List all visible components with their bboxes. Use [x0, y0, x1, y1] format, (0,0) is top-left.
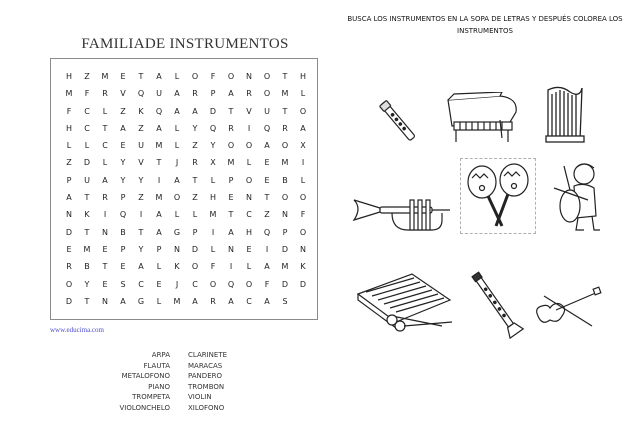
- grid-letter: V: [246, 106, 252, 116]
- grid-letter: U: [138, 141, 144, 151]
- grid-letter: E: [102, 279, 108, 289]
- grid-letter: I: [301, 158, 305, 168]
- grid-letter: L: [210, 175, 216, 185]
- grid-letter: I: [229, 262, 233, 272]
- grid-letter: N: [300, 244, 306, 254]
- grid-letter: Y: [84, 279, 90, 289]
- grid-letter: R: [102, 193, 108, 203]
- grid-letter: A: [156, 123, 162, 133]
- grid-letter: Y: [138, 175, 144, 185]
- word-item: TROMBON: [188, 382, 225, 391]
- grid-letter: A: [264, 262, 270, 272]
- grid-letter: M: [155, 193, 163, 203]
- grid-letter: L: [246, 158, 252, 168]
- grid-letter: T: [84, 193, 90, 203]
- word-search-box: [50, 58, 318, 320]
- grid-letter: L: [174, 72, 180, 81]
- grid-letter: R: [66, 262, 72, 272]
- grid-letter: Q: [155, 106, 163, 116]
- grid-letter: V: [138, 158, 144, 168]
- word-item: VIOLIN: [188, 393, 212, 402]
- grid-letter: T: [228, 106, 234, 116]
- grid-letter: D: [83, 158, 91, 168]
- grid-letter: D: [191, 244, 199, 254]
- grid-letter: B: [282, 175, 288, 185]
- grid-letter: A: [228, 296, 234, 306]
- grid-letter: O: [173, 193, 181, 203]
- word-item: PANDERO: [188, 372, 222, 381]
- grid-letter: T: [228, 210, 234, 220]
- grid-letter: O: [299, 193, 307, 203]
- grid-letter: T: [138, 72, 144, 81]
- grid-letter: C: [246, 210, 252, 220]
- grid-letter: O: [299, 106, 307, 116]
- grid-letter: U: [264, 106, 270, 116]
- violin-icon: [532, 286, 604, 328]
- grid-letter: D: [65, 296, 73, 306]
- grid-letter: E: [120, 72, 126, 81]
- grid-letter: F: [66, 106, 72, 116]
- grid-letter: H: [65, 72, 72, 81]
- grid-letter: A: [102, 175, 108, 185]
- grid-letter: E: [264, 175, 270, 185]
- grid-letter: T: [84, 227, 90, 237]
- grid-letter: N: [66, 210, 72, 220]
- grid-letter: K: [174, 262, 180, 272]
- grid-letter: L: [66, 141, 72, 151]
- trumpet-icon: [352, 190, 452, 244]
- word-item: VIOLONCHELO: [119, 403, 170, 412]
- grid-letter: E: [120, 141, 126, 151]
- grid-letter: A: [174, 106, 180, 116]
- grid-letter: N: [102, 227, 108, 237]
- grid-letter: J: [175, 279, 179, 289]
- grid-letter: I: [247, 123, 251, 133]
- grid-letter: G: [173, 227, 181, 237]
- grid-letter: H: [299, 72, 306, 81]
- grid-letter: L: [300, 89, 306, 99]
- grid-letter: O: [209, 279, 217, 289]
- grid-letter: A: [120, 123, 126, 133]
- grid-letter: L: [174, 141, 180, 151]
- grid-letter: S: [120, 279, 126, 289]
- grid-letter: Q: [227, 279, 235, 289]
- grid-letter: F: [84, 89, 90, 99]
- grid-letter: M: [281, 262, 289, 272]
- word-item: TROMPETA: [132, 393, 170, 402]
- recorder-icon: [376, 96, 420, 148]
- grid-letter: L: [102, 158, 108, 168]
- grid-letter: A: [174, 175, 180, 185]
- grid-letter: F: [264, 279, 270, 289]
- grid-letter: E: [156, 279, 162, 289]
- grid-letter: O: [263, 89, 271, 99]
- grid-letter: O: [245, 141, 253, 151]
- grid-letter: Z: [138, 193, 144, 203]
- grid-letter: D: [281, 279, 289, 289]
- grid-letter: K: [84, 210, 90, 220]
- grid-letter: M: [227, 158, 235, 168]
- grid-letter: H: [65, 123, 72, 133]
- grid-letter: A: [264, 141, 270, 151]
- grid-letter: Z: [84, 72, 90, 81]
- maracas-icon: [462, 162, 534, 230]
- grid-letter: Q: [137, 89, 145, 99]
- grid-letter: N: [228, 244, 234, 254]
- grid-letter: T: [282, 72, 288, 81]
- grid-letter: T: [192, 175, 198, 185]
- grid-letter: L: [174, 210, 180, 220]
- grid-letter: R: [246, 89, 252, 99]
- grid-letter: G: [137, 296, 145, 306]
- grid-letter: M: [281, 89, 289, 99]
- grid-letter: M: [65, 89, 73, 99]
- grid-letter: [294, 293, 312, 310]
- grid-letter: A: [174, 89, 180, 99]
- grid-letter: C: [102, 141, 108, 151]
- grid-letter: F: [210, 262, 216, 272]
- grid-letter: L: [102, 106, 108, 116]
- grid-letter: I: [157, 175, 161, 185]
- grid-letter: H: [209, 193, 216, 203]
- grid-letter: R: [102, 89, 108, 99]
- grid-letter: Z: [120, 106, 126, 116]
- word-item: PIANO: [148, 382, 170, 391]
- grid-letter: D: [281, 244, 289, 254]
- word-search-grid: [60, 68, 312, 310]
- grid-letter: M: [209, 210, 217, 220]
- grid-letter: E: [228, 193, 234, 203]
- grid-letter: P: [192, 227, 198, 237]
- grid-letter: T: [102, 262, 108, 272]
- grid-letter: L: [246, 262, 252, 272]
- grid-letter: L: [174, 123, 180, 133]
- grid-letter: Z: [192, 141, 198, 151]
- grid-letter: A: [228, 227, 234, 237]
- grid-letter: A: [264, 296, 270, 306]
- source-link[interactable]: www.educima.com: [50, 326, 104, 334]
- grid-letter: O: [227, 72, 235, 81]
- grid-letter: V: [120, 89, 126, 99]
- grid-letter: K: [300, 262, 306, 272]
- grid-letter: R: [228, 123, 234, 133]
- grid-letter: Y: [210, 141, 216, 151]
- grid-letter: T: [264, 193, 270, 203]
- grid-letter: E: [246, 244, 252, 254]
- grid-letter: Q: [263, 123, 271, 133]
- grid-letter: C: [84, 106, 90, 116]
- grid-letter: A: [156, 210, 162, 220]
- grid-letter: L: [210, 244, 216, 254]
- grid-letter: B: [84, 262, 90, 272]
- word-item: ARPA: [151, 351, 170, 359]
- grid-letter: O: [245, 279, 253, 289]
- grid-letter: E: [264, 158, 270, 168]
- word-list-left: [100, 350, 170, 414]
- grid-letter: T: [156, 158, 162, 168]
- grid-letter: O: [245, 175, 253, 185]
- grid-letter: M: [281, 158, 289, 168]
- grid-letter: P: [120, 244, 126, 254]
- grid-letter: P: [228, 175, 234, 185]
- grid-letter: Y: [120, 158, 126, 168]
- grid-letter: H: [245, 227, 252, 237]
- grid-letter: E: [102, 244, 108, 254]
- grid-letter: S: [282, 296, 288, 306]
- grid-letter: J: [175, 158, 179, 168]
- grid-letter: L: [156, 262, 162, 272]
- grid-letter: D: [209, 106, 217, 116]
- word-item: METALOFONO: [121, 372, 170, 381]
- word-item: CLARINETE: [188, 351, 228, 359]
- grid-letter: Q: [263, 227, 271, 237]
- grid-letter: F: [300, 210, 306, 220]
- grid-letter: P: [156, 244, 162, 254]
- grid-letter: Y: [192, 123, 198, 133]
- word-item: MARACAS: [188, 361, 223, 370]
- grid-letter: L: [300, 175, 306, 185]
- grid-letter: X: [210, 158, 216, 168]
- grid-letter: L: [156, 296, 162, 306]
- grid-letter: O: [281, 141, 289, 151]
- piano-icon: [440, 92, 522, 144]
- grid-letter: Z: [192, 193, 198, 203]
- grid-letter: R: [192, 89, 198, 99]
- worksheet-title: FAMILIADE INSTRUMENTOS: [81, 36, 289, 52]
- grid-letter: T: [138, 227, 144, 237]
- grid-letter: L: [84, 141, 90, 151]
- grid-letter: O: [299, 227, 307, 237]
- grid-letter: M: [173, 296, 181, 306]
- grid-letter: E: [120, 262, 126, 272]
- grid-letter: I: [139, 210, 143, 220]
- grid-letter: Z: [66, 158, 72, 168]
- grid-letter: P: [210, 89, 216, 99]
- grid-letter: A: [192, 106, 198, 116]
- grid-letter: M: [155, 141, 163, 151]
- grid-letter: M: [101, 72, 109, 81]
- grid-letter: T: [102, 123, 108, 133]
- grid-letter: I: [265, 244, 269, 254]
- word-list-right: [188, 350, 268, 414]
- grid-letter: A: [192, 296, 198, 306]
- clarinet-icon: [466, 266, 526, 342]
- grid-letter: D: [299, 279, 307, 289]
- grid-letter: C: [138, 279, 144, 289]
- grid-letter: O: [281, 193, 289, 203]
- word-item: XILOFONO: [188, 403, 225, 412]
- grid-letter: N: [246, 193, 252, 203]
- grid-letter: C: [84, 123, 90, 133]
- grid-letter: Q: [119, 210, 127, 220]
- grid-letter: D: [65, 227, 73, 237]
- grid-letter: R: [210, 296, 216, 306]
- grid-letter: A: [156, 227, 162, 237]
- grid-letter: P: [282, 227, 288, 237]
- grid-letter: U: [156, 89, 162, 99]
- xylophone-icon: [352, 270, 454, 332]
- grid-letter: F: [210, 72, 216, 81]
- grid-letter: K: [138, 106, 144, 116]
- grid-letter: U: [84, 175, 90, 185]
- grid-letter: O: [65, 279, 73, 289]
- grid-letter: N: [102, 296, 108, 306]
- grid-letter: C: [192, 279, 198, 289]
- grid-letter: L: [192, 210, 198, 220]
- grid-letter: P: [66, 175, 72, 185]
- word-item: FLAUTA: [143, 361, 170, 370]
- grid-letter: O: [191, 262, 199, 272]
- grid-letter: N: [246, 72, 252, 81]
- grid-letter: A: [66, 193, 72, 203]
- grid-letter: A: [300, 123, 306, 133]
- grid-letter: N: [282, 210, 288, 220]
- grid-letter: E: [66, 244, 72, 254]
- grid-letter: T: [282, 106, 288, 116]
- grid-letter: O: [263, 72, 271, 81]
- grid-letter: Z: [264, 210, 270, 220]
- harp-icon: [540, 84, 586, 144]
- grid-letter: O: [191, 72, 199, 81]
- grid-letter: Q: [209, 123, 217, 133]
- grid-letter: T: [84, 296, 90, 306]
- grid-letter: A: [138, 262, 144, 272]
- grid-letter: M: [83, 244, 91, 254]
- grid-letter: Y: [138, 244, 144, 254]
- grid-letter: A: [120, 296, 126, 306]
- grid-letter: I: [211, 227, 215, 237]
- grid-letter: R: [282, 123, 288, 133]
- grid-letter: N: [174, 244, 180, 254]
- grid-letter: A: [228, 89, 234, 99]
- grid-letter: X: [300, 141, 306, 151]
- instructions-text: BUSCA LOS INSTRUMENTOS EN LA SOPA DE LETRAS Y DESPUÉS COLOREA LOS INSTRUMENTOS: [347, 15, 623, 35]
- grid-letter: B: [120, 227, 126, 237]
- grid-letter: I: [103, 210, 107, 220]
- grid-letter: A: [156, 72, 162, 81]
- grid-letter: P: [120, 193, 126, 203]
- grid-letter: Z: [138, 123, 144, 133]
- cello-player-icon: [548, 160, 602, 232]
- grid-letter: R: [192, 158, 198, 168]
- grid-letter: O: [227, 141, 235, 151]
- grid-letter: C: [246, 296, 252, 306]
- grid-letter: Y: [120, 175, 126, 185]
